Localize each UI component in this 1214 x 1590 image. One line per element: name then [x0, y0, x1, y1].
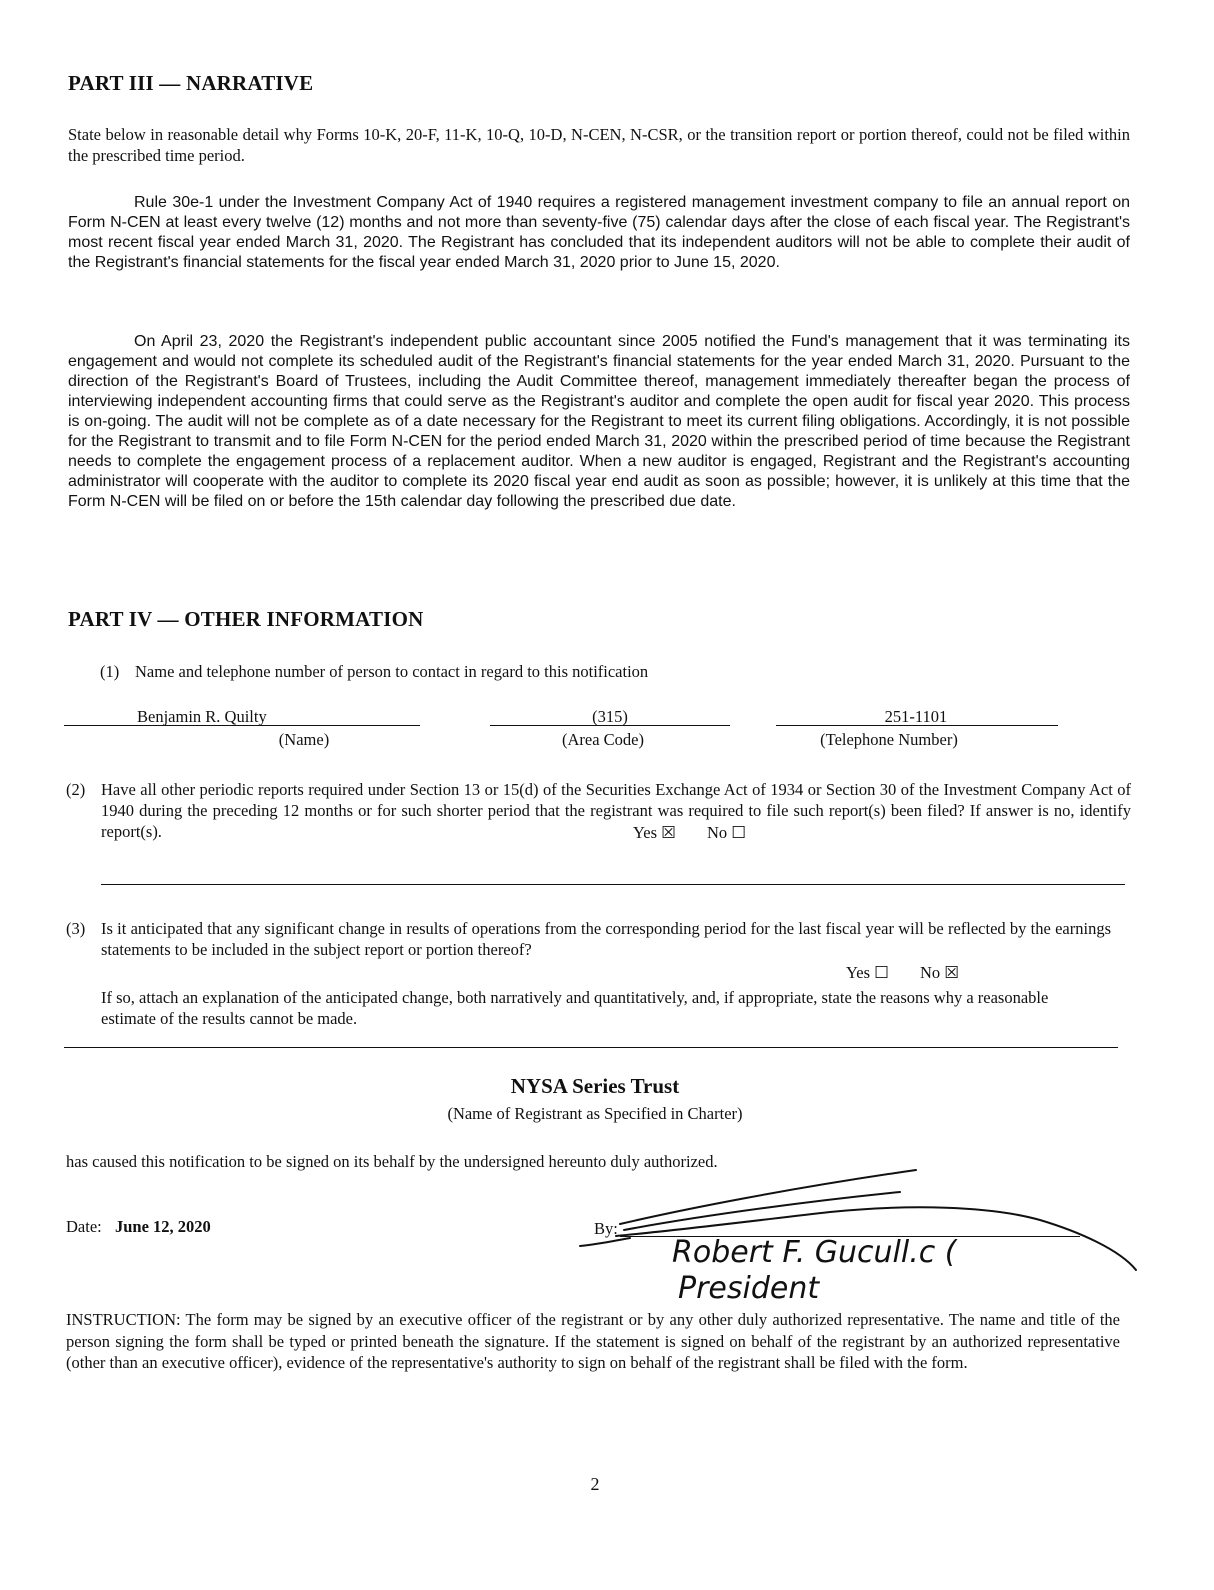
area-code-value: (315): [592, 707, 628, 726]
item1-text: Name and telephone number of person to contact in regard to this notification: [135, 662, 649, 681]
signature-stroke: [620, 1170, 916, 1224]
area-code-underline: [490, 725, 730, 726]
narrative-text-2: On April 23, 2020 the Registrant's independent public accountant since 2005 notified the Fund's management that it was terminating its engagement and would not complete its scheduled audit of the Registrant's financial statements for the year ended March 31, 2020. Pursuant to the direction of the Registrant's Board of Trustees, including the Audit Committee thereof, management immediately thereafter began the process of interviewing independent accounting firms that could serve as the Registrant's auditor and complete the open audit for fiscal year 2020. This process is on-going. The audit will not be complete as of a date necessary for the Registrant to meet its current filing obligations. Accordingly, it is not possible for the Registrant to transmit and to file Form N-CEN for the period ended March 31, 2020 within the prescribed period of time because the Registrant needs to complete the engagement process of a replacement auditor. When a new auditor is engaged, Registrant and the Registrant's accounting administrator will cooperate with the auditor to complete its 2020 fiscal year end audit as soon as possible; however, it is unlikely at this time that the Form N-CEN will be filed on or before the 15th calendar day following the prescribed due date.: [68, 333, 1130, 510]
signature-handwritten-name: Robert F. Gucull.c (: [672, 1235, 957, 1270]
contact-name-value: Benjamin R. Quilty: [137, 707, 267, 726]
item1-number: (1): [100, 662, 120, 681]
narrative-text-1: Rule 30e-1 under the Investment Company Act of 1940 requires a registered management investment company to file an annual report on Form N-CEN at least every twelve (12) months and not more than seventy-five (75) calendar days after the close of each fiscal year. The Registrant's most recent fiscal year ended March 31, 2020. The Registrant has concluded that its independent auditors will not be able to complete their audit of the Registrant's financial statements for the fiscal year ended March 31, 2020 prior to June 15, 2020.: [68, 194, 1130, 271]
signature-handwritten-title: President: [678, 1271, 820, 1300]
registrant-caption: (Name of Registrant as Specified in Charter): [447, 1104, 743, 1123]
page-number: 2: [590, 1474, 600, 1494]
item2-reports-line: [101, 884, 1125, 885]
phone-number-underline: [776, 725, 1058, 726]
phone-number-value: 251-1101: [884, 707, 948, 726]
part4-heading: PART IV — OTHER INFORMATION: [68, 607, 424, 631]
item2-text: Have all other periodic reports required under Section 13 or 15(d) of the Securities Exchange Act of 1934 or Section 30 of the Investment Company Act of 1940 during the preceding 12 months or for such shorter period that the registrant was required to file such report(s) been filed? If answer is no, identify report(s).: [101, 780, 1131, 841]
item3-yes-checkbox[interactable]: Yes ☐: [846, 963, 889, 982]
item2-no-checkbox[interactable]: No ☐: [707, 823, 747, 842]
item3-number: (3): [66, 919, 86, 938]
item2-number: (2): [66, 780, 86, 799]
date-label: Date:: [66, 1217, 102, 1236]
contact-name-underline: [64, 725, 420, 726]
date-value: June 12, 2020: [115, 1217, 211, 1236]
part3-instruction: State below in reasonable detail why Forms 10-K, 20-F, 11-K, 10-Q, 10-D, N-CEN, N-CSR, or the transition report or portion thereof, could not be filed within the prescribed time period.: [68, 125, 1130, 165]
item3-no-checked[interactable]: No ☒: [920, 963, 960, 982]
instruction-paragraph: INSTRUCTION: The form may be signed by an executive officer of the registrant or by any other duly authorized representative. The name and title of the person signing the form shall be typed or printed beneath the signature. If the statement is signed on behalf of the registrant by an authorized representative (other than an executive officer), evidence of the representative's authority to sign on behalf of the registrant shall be filed with the form.: [66, 1310, 1120, 1372]
by-label: By:: [594, 1219, 618, 1238]
item3-followup: If so, attach an explanation of the anticipated change, both narratively and quantitatively, and, if appropriate, state the reasons why a reasonable estimate of the results cannot be made.: [101, 988, 1049, 1028]
narrative-paragraph-2: [68, 332, 1130, 512]
contact-name-label: (Name): [278, 730, 330, 749]
phone-number-label: (Telephone Number): [820, 730, 958, 749]
registrant-name: NYSA Series Trust: [510, 1074, 680, 1098]
signature-stroke: [580, 1238, 630, 1246]
item3-text: Is it anticipated that any significant change in results of operations from the corresponding period for the last fiscal year will be reflected by the earnings statements to be included in the subject report or portion thereof?: [101, 919, 1111, 959]
caused-text: has caused this notification to be signed on its behalf by the undersigned hereunto duly authorized.: [66, 1152, 718, 1171]
handwritten-signature: [560, 1160, 1160, 1300]
area-code-label: (Area Code): [561, 730, 644, 749]
item2-yes-checked[interactable]: Yes ☒: [633, 823, 676, 842]
part3-heading: PART III — NARRATIVE: [68, 71, 314, 95]
signature-stroke: [624, 1192, 900, 1230]
section-divider: [64, 1047, 1118, 1048]
narrative-paragraph-1: [68, 193, 1130, 273]
